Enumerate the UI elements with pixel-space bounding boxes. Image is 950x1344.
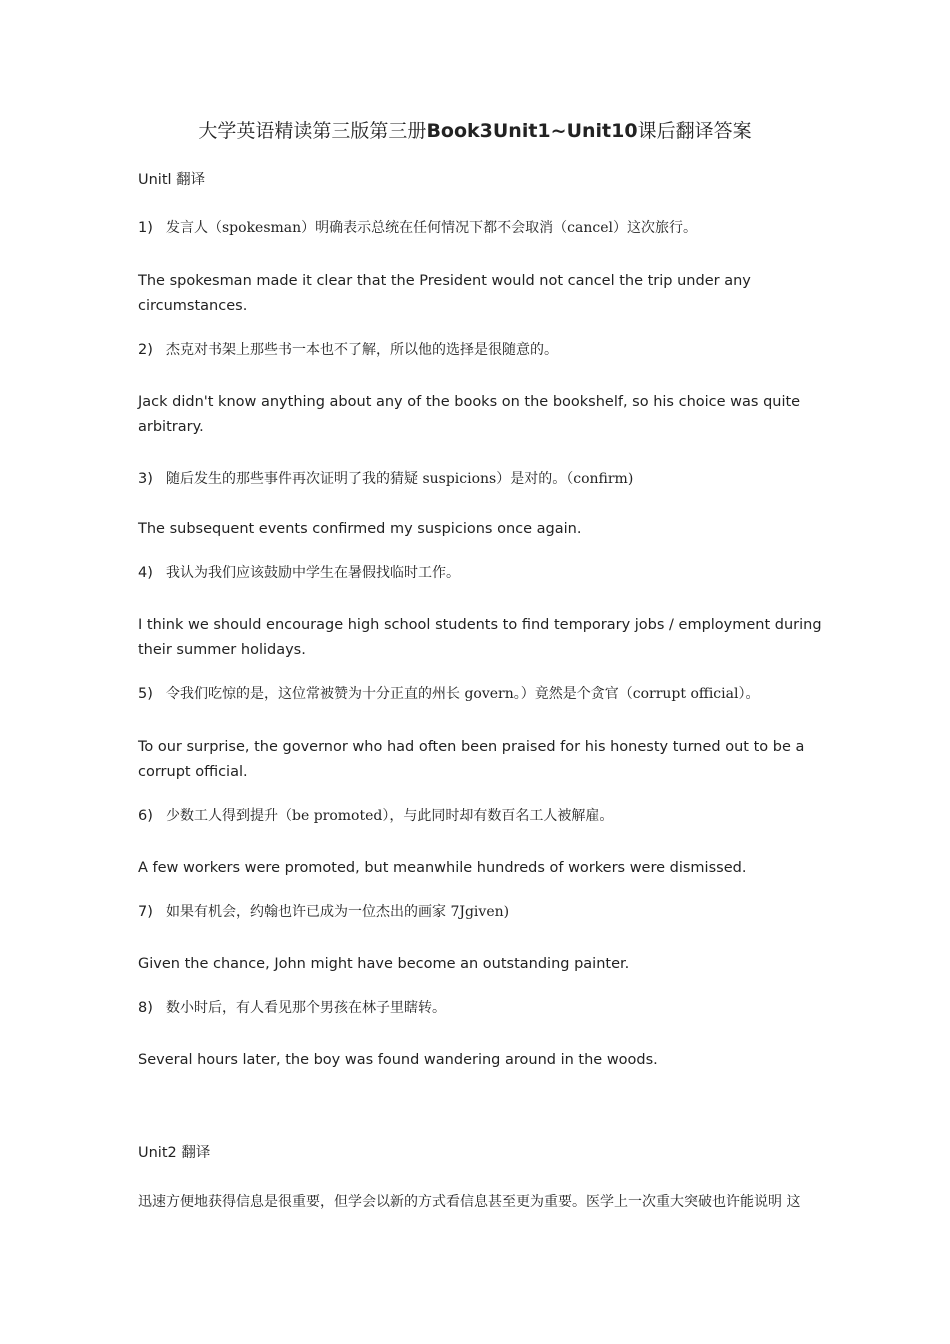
item-2-chinese-text: 杰克对书架上那些书一本也不了解，所以他的选择是很随意的。 — [166, 342, 558, 358]
item-number: 1) — [138, 220, 153, 236]
item-8-chinese-text: 数小时后，有人看见那个男孩在林子里瞎转。 — [166, 1000, 446, 1016]
item-8-english: Several hours later, the boy was found wandering around in the woods. — [138, 1052, 658, 1068]
title-chinese-part1: 大学英语精读第三版第三册 — [198, 120, 427, 142]
item-6-chinese — [138, 804, 828, 829]
item-number: 5) — [138, 686, 153, 702]
item-number: 6) — [138, 808, 153, 824]
item-2-english: Jack didn't know anything about any of the books on the bookshelf, so his choice was quite arbitrary. — [138, 394, 801, 435]
item-1-chinese — [138, 216, 828, 241]
unit2-heading: Unit2 翻译 — [138, 1145, 211, 1161]
item-5-chinese — [138, 682, 828, 707]
item-7-english: Given the chance, John might have become an outstanding painter. — [138, 956, 630, 972]
item-number: 3) — [138, 471, 153, 487]
item-6-chinese-text: 少数工人得到提升（be promoted），与此同时却有数百名工人被解雇。 — [166, 808, 614, 824]
item-7-chinese — [138, 900, 828, 925]
title-english-part: Book3Unit1~Unit10 — [426, 120, 638, 142]
item-4-chinese-text: 我认为我们应该鼓励中学生在暑假找临时工作。 — [166, 565, 460, 581]
title-chinese-part2: 课后翻译答案 — [637, 120, 752, 142]
item-1-chinese-text: 发言人（spokesman）明确表示总统在任何情况下都不会取消（cancel）这次旅行。 — [166, 220, 697, 236]
item-5-english: To our surprise, the governor who had often been praised for his honesty turned out to be a corrupt official. — [138, 739, 805, 780]
item-number: 2) — [138, 342, 153, 358]
item-7-chinese-text: 如果有机会，约翰也许已成为一位杰出的画家 7Jgiven) — [166, 904, 510, 920]
item-4-english: I think we should encourage high school students to find temporary jobs / employment during their summer holidays. — [138, 617, 822, 658]
item-8-chinese — [138, 996, 828, 1021]
item-3-chinese — [138, 467, 828, 492]
item-5-chinese-text: 令我们吃惊的是，这位常被赞为十分正直的州长 govern。）竟然是个贪官（corrupt official）。 — [166, 686, 760, 702]
item-number: 7) — [138, 904, 153, 920]
unit2-text: 迅速方便地获得信息是很重要，但学会以新的方式看信息甚至更为重要。医学上一次重大突破也许能说明 这 — [138, 1194, 801, 1210]
document-title — [0, 116, 950, 146]
unit1-heading: Unitl 翻译 — [138, 172, 206, 188]
item-number: 8) — [138, 1000, 153, 1016]
item-3-english: The subsequent events confirmed my suspicions once again. — [138, 521, 582, 537]
item-3-chinese-text: 随后发生的那些事件再次证明了我的猜疑 suspicions）是对的。（confirm) — [166, 471, 634, 487]
item-number: 4) — [138, 565, 153, 581]
item-2-chinese — [138, 338, 828, 363]
item-1-english: The spokesman made it clear that the President would not cancel the trip under any circumstances. — [138, 273, 751, 314]
item-6-english: A few workers were promoted, but meanwhile hundreds of workers were dismissed. — [138, 860, 747, 876]
item-4-chinese — [138, 561, 828, 586]
